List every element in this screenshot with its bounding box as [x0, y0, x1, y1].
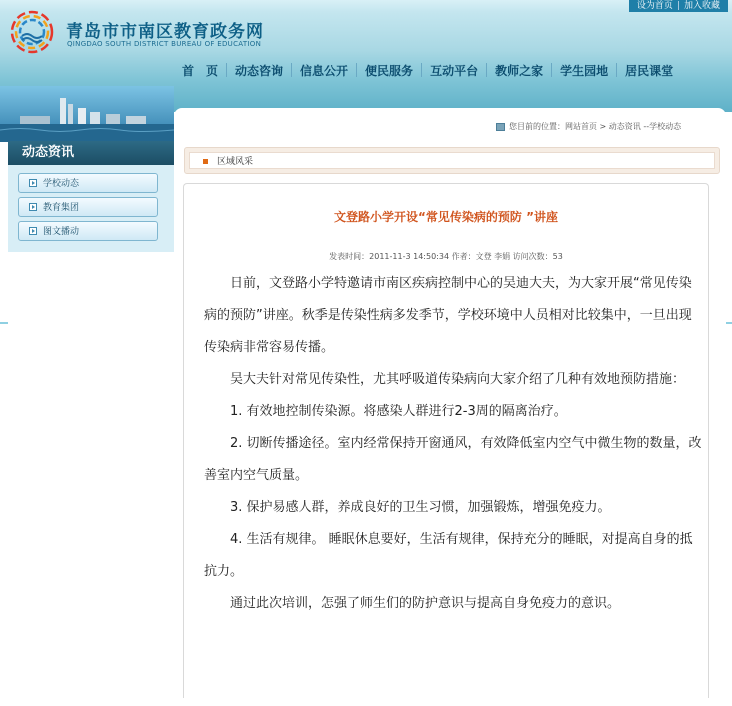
nav-item-home[interactable]: 首 页 — [182, 63, 219, 78]
decorative-line — [0, 322, 8, 324]
breadcrumb — [496, 121, 681, 132]
nav-item-news[interactable]: 动态咨询 — [235, 63, 284, 78]
nav-item-services[interactable]: 便民服务 — [365, 63, 414, 78]
sidebar-item-photo-news[interactable] — [18, 221, 158, 241]
decorative-line — [726, 322, 732, 324]
nav-item-info[interactable]: 信息公开 — [300, 63, 349, 78]
article-meta: 发表时间：2011-11-3 14:50:34 作者：文登 李娟 访问次数：53 — [329, 252, 563, 261]
section-header-inner — [189, 152, 715, 169]
add-favorite-link[interactable]: 加入收藏 — [683, 1, 720, 11]
site-subtitle: QINGDAO SOUTH DISTRICT BUREAU OF EDUCATION — [67, 40, 262, 48]
sidebar-item-label: 学校动态 — [43, 179, 80, 189]
city-skyline-icon — [0, 86, 174, 142]
sidebar — [8, 165, 174, 252]
sidebar-item-education-group[interactable] — [18, 197, 158, 217]
article-paragraph: 吴大夫针对常见传染性，尤其呼吸道传染病向大家介绍了几种有效地预防措施： — [230, 372, 686, 387]
sidebar-title: 动态资讯 — [8, 141, 174, 165]
play-bullet-icon — [29, 203, 37, 211]
top-link-divider: | — [676, 1, 680, 11]
location-icon — [496, 123, 505, 131]
article-paragraph: 3. 保护易感人群，养成良好的卫生习惯，加强锻炼，增强免疫力。 — [230, 500, 611, 515]
section-header — [184, 147, 720, 174]
top-links — [629, 0, 728, 12]
site-title: 青岛市市南区教育政务网 — [66, 22, 264, 42]
article-paragraph: 日前，文登路小学特邀请市南区疾病控制中心的吴迪大夫，为大家开展“常见传染病的预防”讲座。秋季是传染性病多发季节，学校环境中人员相对比较集中，一旦出现传染病非常容易传播。 — [204, 276, 692, 355]
main-nav — [174, 56, 681, 84]
nav-item-residents[interactable]: 居民课堂 — [625, 63, 674, 78]
article-paragraph: 2. 切断传播途径。室内经常保持开窗通风，有效降低室内空气中微生物的数量，改善室内空气质量。 — [204, 436, 702, 483]
set-home-link[interactable]: 设为首页 — [636, 1, 673, 11]
site-logo — [8, 8, 60, 56]
sidebar-item-school-news[interactable] — [18, 173, 158, 193]
breadcrumb-text: 您目前的位置：网站首页 > 动态资讯 --学校动态 — [509, 122, 682, 131]
nav-item-teachers[interactable]: 教师之家 — [495, 63, 544, 78]
article-paragraph: 4. 生活有规律。 睡眠休息要好，生活有规律，保持充分的睡眠，对提高自身的抵抗力。 — [204, 532, 693, 579]
section-title: 区域风采 — [217, 157, 254, 167]
nav-item-students[interactable]: 学生园地 — [560, 63, 609, 78]
article-paragraph: 1. 有效地控制传染源。将感染人群进行2-3周的隔离治疗。 — [230, 404, 567, 419]
nav-item-interaction[interactable]: 互动平台 — [430, 63, 479, 78]
sidebar-item-label: 教育集团 — [43, 203, 80, 213]
sidebar-item-label: 图文播动 — [43, 227, 80, 237]
article-body — [204, 268, 702, 620]
square-marker-icon — [203, 159, 208, 164]
article-paragraph: 通过此次培训，怎强了师生们的防护意识与提高自身免疫力的意识。 — [230, 596, 621, 611]
article-title: 文登路小学开设“常见传染病的预防 ”讲座 — [334, 210, 558, 224]
play-bullet-icon — [29, 179, 37, 187]
city-scenery-image — [0, 86, 174, 142]
play-bullet-icon — [29, 227, 37, 235]
